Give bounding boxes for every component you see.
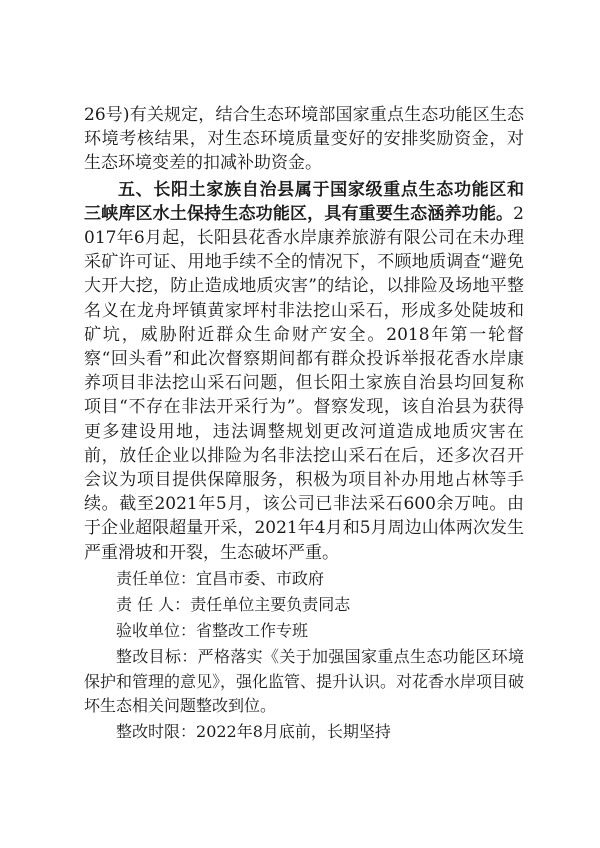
field-label: 责 任 人：	[116, 595, 191, 615]
field-label: 整改目标：	[116, 647, 198, 667]
document-page	[84, 103, 524, 744]
field-label: 验收单位：	[116, 621, 197, 641]
field-rectification-deadline	[84, 720, 524, 744]
section-five-paragraph	[84, 178, 524, 565]
field-responsible-person	[84, 593, 524, 617]
field-responsible-unit	[84, 567, 524, 591]
section-body: 2017年6月起，长阳县花香水岸康养旅游有限公司在未办理采矿许可证、用地手续不全的情况下，不顾地质调查“避免大开大挖，防止造成地质灾害”的结论，以排险及场地平整名义在龙舟坪镇黄家坪村非法挖山采石，形成多处陡坡和矿坑，威胁附近群众生命财产安全。2018年第一轮督察“回头看”和此次督察期间都有群众投诉举报花香水岸康养项目非法挖山采石问题，但长阳土家族自治县均回复称项目“不存在非法开采行为”。督察发现，该自治县为获得更多建设用地，违法调整规划更改河道造成地质灾害在前，放任企业以排险为名非法挖山采石在后，还多次召开会议为项目提供保障服务，积极为项目补办用地占林等手续。截至2021年5月，该公司已非法采石600余万吨。由于企业超限超量开采，2021年4月和5月周边山体两次发生严重滑坡和开裂，生态破坏严重。	[84, 203, 524, 563]
field-label: 责任单位：	[116, 568, 197, 588]
section-heading: 五、长阳土家族自治县属于国家级重点生态功能区和三峡库区水土保持生态功能区，具有重要生态涵养功能。	[84, 179, 524, 224]
field-value: 严格落实《关于加强国家重点生态功能区环境保护和管理的意见》，强化监管、提升认识。对花香水岸项目破坏生态相关问题整改到位。	[84, 647, 525, 715]
field-rectification-goal	[84, 645, 524, 718]
field-value: 宜昌市委、市政府	[196, 568, 325, 588]
field-value: 省整改工作专班	[196, 621, 309, 641]
field-value: 2022年8月底前，长期坚持	[196, 722, 391, 742]
field-acceptance-unit	[84, 619, 524, 643]
field-value: 责任单位主要负责同志	[190, 595, 351, 615]
intro-paragraph: 26号)有关规定，结合生态环境部国家重点生态功能区生态环境考核结果，对生态环境质量变好的安排奖励资金，对生态环境变差的扣减补助资金。	[84, 105, 524, 174]
field-label: 整改时限：	[116, 722, 197, 742]
